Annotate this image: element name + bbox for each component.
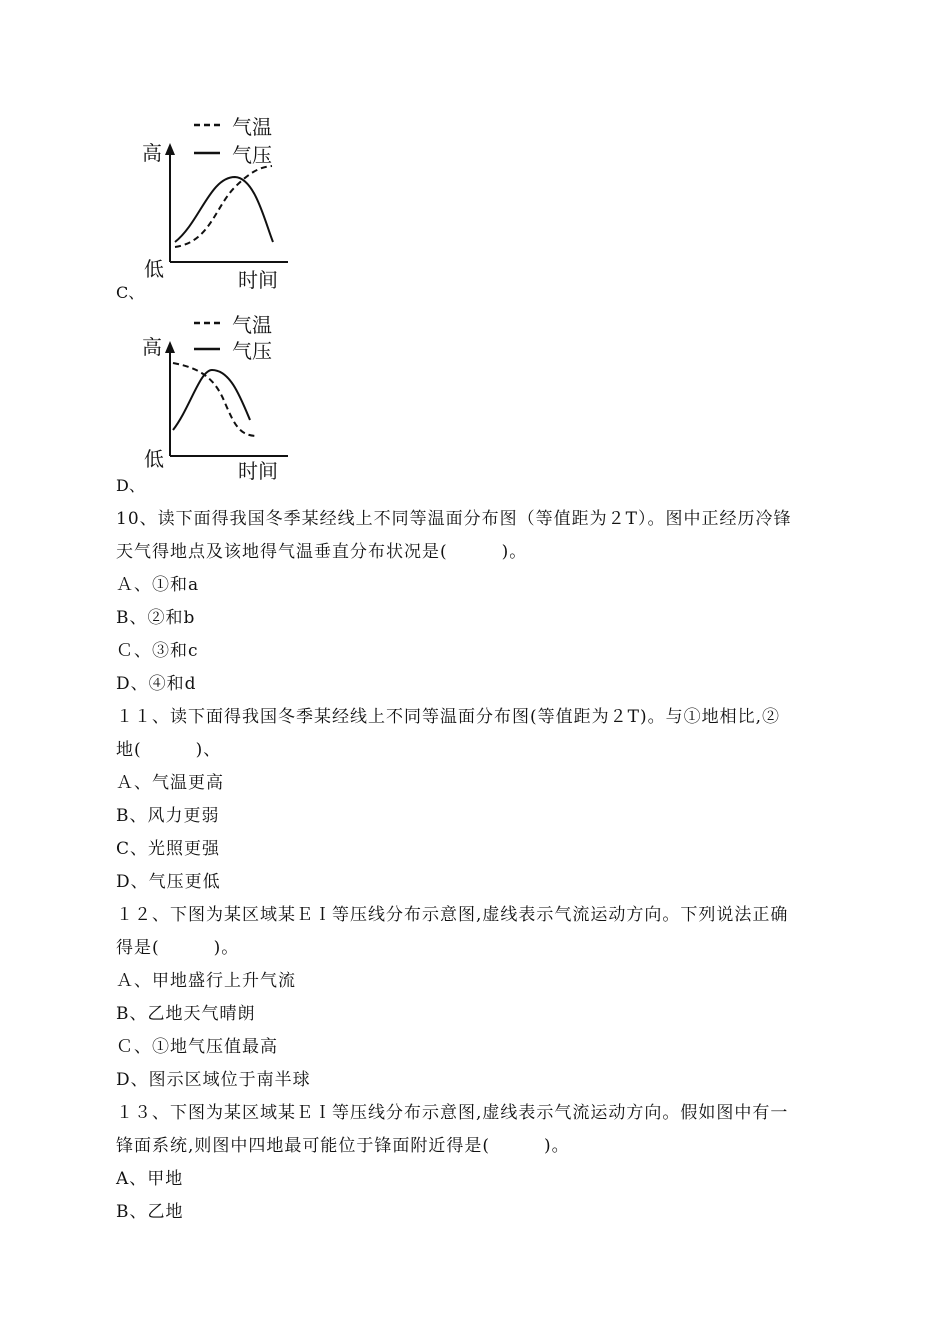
question-11-option-d: D、气压更低 [116, 872, 221, 892]
option-c-label: C、 [116, 283, 145, 302]
legend-dashed-label: 气温 [232, 115, 272, 139]
question-12-option-d: D、图示区域位于南半球 [116, 1070, 311, 1090]
question-10-option-d: D、④和d [116, 674, 197, 694]
series-pressure-line [175, 177, 273, 242]
question-11-option-c: C、光照更强 [116, 839, 221, 859]
question-13-line-2: 锋面系统,则图中四地最可能位于锋面附近得是( )。 [116, 1136, 570, 1156]
legend-solid-label: 气压 [232, 339, 272, 363]
legend-solid-label: 气压 [232, 143, 272, 167]
question-10-line-1: 10、读下面得我国冬季某经线上不同等温面分布图（等值距为２T）。图中正经历冷锋 [116, 509, 792, 529]
question-13-option-b: B、乙地 [116, 1202, 184, 1222]
legend-dashed-label: 气温 [232, 313, 272, 337]
question-10-line-2: 天气得地点及该地得气温垂直分布状况是( )。 [116, 542, 528, 562]
question-11-line-2: 地( )、 [116, 740, 222, 760]
axis-high-label: 高 [142, 335, 162, 359]
chart-d-svg [140, 308, 300, 490]
question-12-line-1: １２、下图为某区域某ＥＩ等压线分布示意图,虚线表示气流运动方向。下列说法正确 [116, 905, 789, 925]
chart-c-svg [140, 112, 300, 294]
series-pressure-line [173, 370, 250, 430]
question-13-line-1: １３、下图为某区域某ＥＩ等压线分布示意图,虚线表示气流运动方向。假如图中有一 [116, 1103, 789, 1123]
question-10-option-a: Ａ、①和a [116, 575, 200, 595]
question-10-option-b: B、②和b [116, 608, 196, 628]
question-11-line-1: １１、读下面得我国冬季某经线上不同等温面分布图(等值距为２T)。与①地相比,② [116, 707, 781, 727]
question-12-option-c: Ｃ、①地气压值最高 [116, 1037, 278, 1057]
axis-low-label: 低 [144, 257, 164, 281]
y-axis-arrow [165, 341, 175, 353]
y-axis-arrow [165, 143, 175, 155]
chart-option-d [140, 308, 300, 490]
axis-time-label: 时间 [238, 459, 278, 483]
axis-high-label: 高 [142, 141, 162, 165]
axis-time-label: 时间 [238, 268, 278, 292]
question-11-option-a: Ａ、气温更高 [116, 773, 224, 793]
series-temperature-line [175, 166, 272, 247]
option-d-label: D、 [116, 476, 145, 495]
question-12-line-2: 得是( )。 [116, 938, 240, 958]
question-10-option-c: Ｃ、③和c [116, 641, 199, 661]
question-12-option-a: Ａ、甲地盛行上升气流 [116, 971, 296, 991]
chart-option-c [140, 112, 300, 294]
axis-low-label: 低 [144, 447, 164, 471]
series-temperature-line [173, 363, 258, 436]
question-11-option-b: B、风力更弱 [116, 806, 220, 826]
question-13-option-a: A、甲地 [116, 1169, 184, 1189]
question-12-option-b: B、乙地天气晴朗 [116, 1004, 256, 1024]
